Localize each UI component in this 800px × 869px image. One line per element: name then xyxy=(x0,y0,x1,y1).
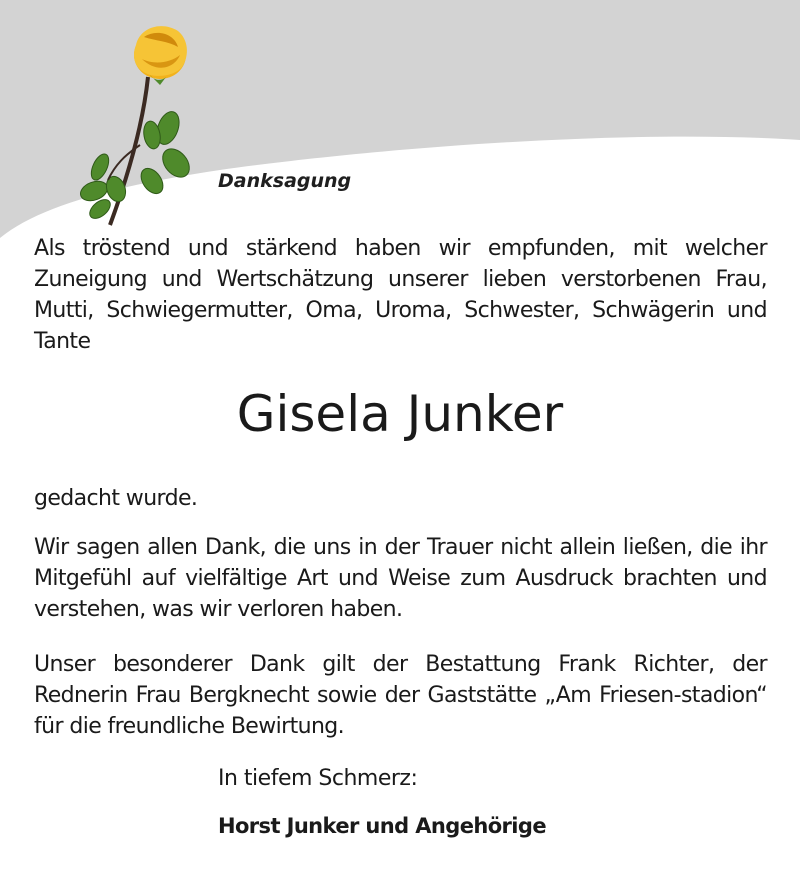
after-name-text: gedacht wurde. xyxy=(34,486,198,511)
thanks-general-paragraph: Wir sagen allen Dank, die uns in der Trauer nicht allein ließen, die ihr Mitgefühl auf vielfältige Art und Weise zum Ausdruck brachten und verstehen, was wir verloren haben. xyxy=(34,535,767,622)
notice-heading: Danksagung xyxy=(218,170,352,192)
thanks-special-paragraph: Unser besonderer Dank gilt der Bestattung Frank Richter, der Rednerin Frau Bergknecht sowie der Gaststätte „Am Friesen-stadion“ für die freundliche Bewirtung. xyxy=(34,652,767,739)
signoff-text: In tiefem Schmerz: xyxy=(218,766,418,791)
intro-paragraph: Als tröstend und stärkend haben wir empfunden, mit welcher Zuneigung und Wertschätzung unserer lieben verstorbenen Frau, Mutti, Schwiegermutter, Oma, Uroma, Schwester, Schwägerin und Tante xyxy=(34,236,767,354)
deceased-name: Gisela Junker xyxy=(236,385,564,443)
signature-text: Horst Junker und Angehörige xyxy=(218,814,546,838)
rose-icon xyxy=(70,15,200,230)
